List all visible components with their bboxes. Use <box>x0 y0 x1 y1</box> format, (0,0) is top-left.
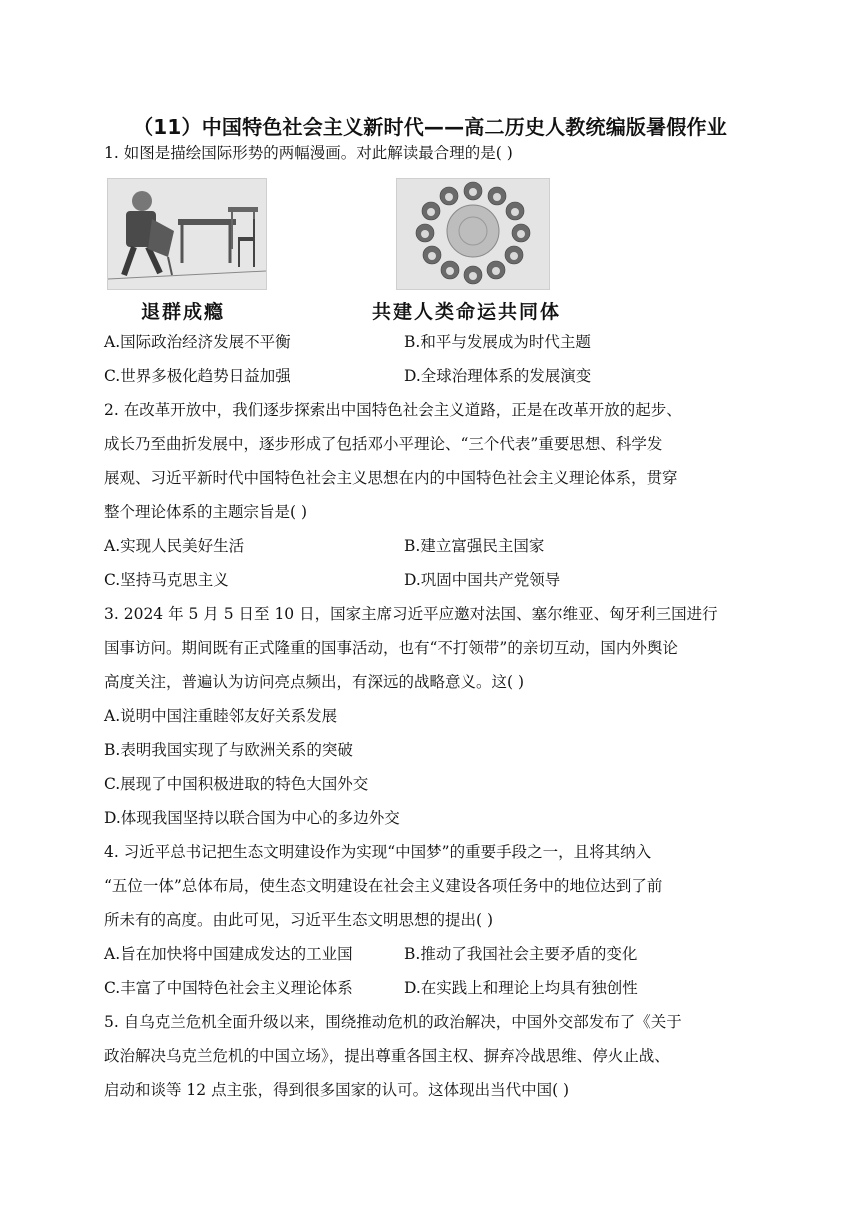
question-5-stem-line-1: 5. 自乌克兰危机全面升级以来，围绕推动危机的政治解决，中国外交部发布了《关于 <box>104 1013 682 1031</box>
question-4-option-d[interactable]: D.在实践上和理论上均具有独创性 <box>404 979 638 997</box>
question-3-option-c[interactable]: C.展现了中国积极进取的特色大国外交 <box>104 775 369 793</box>
question-4-option-a[interactable]: A.旨在加快将中国建成发达的工业国 <box>104 945 353 963</box>
question-4-option-b[interactable]: B.推动了我国社会主要矛盾的变化 <box>404 945 638 963</box>
cartoon-shared-future-caption: 共建人类命运共同体 <box>372 301 562 323</box>
question-1-option-d[interactable]: D.全球治理体系的发展演变 <box>404 367 592 385</box>
question-5-stem-line-3: 启动和谈等 12 点主张，得到很多国家的认可。这体现出当代中国( ) <box>104 1081 570 1099</box>
cartoon-withdrawal-caption: 退群成瘾 <box>141 301 226 323</box>
question-1-option-a[interactable]: A.国际政治经济发展不平衡 <box>104 333 291 351</box>
question-1-option-c[interactable]: C.世界多极化趋势日益加强 <box>104 367 291 385</box>
question-3-stem-line-1: 3. 2024 年 5 月 5 日至 10 日，国家主席习近平应邀对法国、塞尔维亚、匈牙利三国进行 <box>104 605 718 623</box>
question-3-stem-line-3: 高度关注，普遍认为访问亮点频出，有深远的战略意义。这( ) <box>104 673 525 691</box>
question-4-stem-line-2: “五位一体”总体布局，使生态文明建设在社会主义建设各项任务中的地位达到了前 <box>104 877 663 895</box>
question-2-stem-line-2: 成长乃至曲折发展中，逐步形成了包括邓小平理论、“三个代表”重要思想、科学发 <box>104 435 663 453</box>
question-1-option-b[interactable]: B.和平与发展成为时代主题 <box>404 333 591 351</box>
question-5-stem-line-2: 政治解决乌克兰危机的中国立场》，提出尊重各国主权、摒弃冷战思维、停火止战、 <box>104 1047 670 1065</box>
question-2-stem-line-3: 展观、习近平新时代中国特色社会主义思想在内的中国特色社会主义理论体系，贯穿 <box>104 469 678 487</box>
cartoon-withdrawal-image <box>107 178 267 290</box>
question-2-stem-line-1: 2. 在改革开放中，我们逐步探索出中国特色社会主义道路，正是在改革开放的起步、 <box>104 401 682 419</box>
question-2-option-d[interactable]: D.巩固中国共产党领导 <box>404 571 561 589</box>
question-2-option-c[interactable]: C.坚持马克思主义 <box>104 571 229 589</box>
question-4-option-c[interactable]: C.丰富了中国特色社会主义理论体系 <box>104 979 353 997</box>
question-3-option-d[interactable]: D.体现我国坚持以联合国为中心的多边外交 <box>104 809 400 827</box>
question-2-stem-line-4: 整个理论体系的主题宗旨是( ) <box>104 503 308 521</box>
question-3-stem-line-2: 国事访问。期间既有正式隆重的国事活动，也有“不打领带”的亲切互动，国内外舆论 <box>104 639 678 657</box>
cartoon-shared-future-image <box>396 178 550 290</box>
document-title: （11）中国特色社会主义新时代——高二历史人教统编版暑假作业 <box>133 115 727 139</box>
question-2-option-b[interactable]: B.建立富强民主国家 <box>404 537 545 555</box>
question-1-stem: 1. 如图是描绘国际形势的两幅漫画。对此解读最合理的是( ) <box>104 144 513 162</box>
question-4-stem-line-3: 所未有的高度。由此可见，习近平生态文明思想的提出( ) <box>104 911 494 929</box>
question-4-stem-line-1: 4. 习近平总书记把生态文明建设作为实现“中国梦”的重要手段之一，且将其纳入 <box>104 843 652 861</box>
question-3-option-b[interactable]: B.表明我国实现了与欧洲关系的突破 <box>104 741 353 759</box>
question-2-option-a[interactable]: A.实现人民美好生活 <box>104 537 245 555</box>
question-3-option-a[interactable]: A.说明中国注重睦邻友好关系发展 <box>104 707 338 725</box>
